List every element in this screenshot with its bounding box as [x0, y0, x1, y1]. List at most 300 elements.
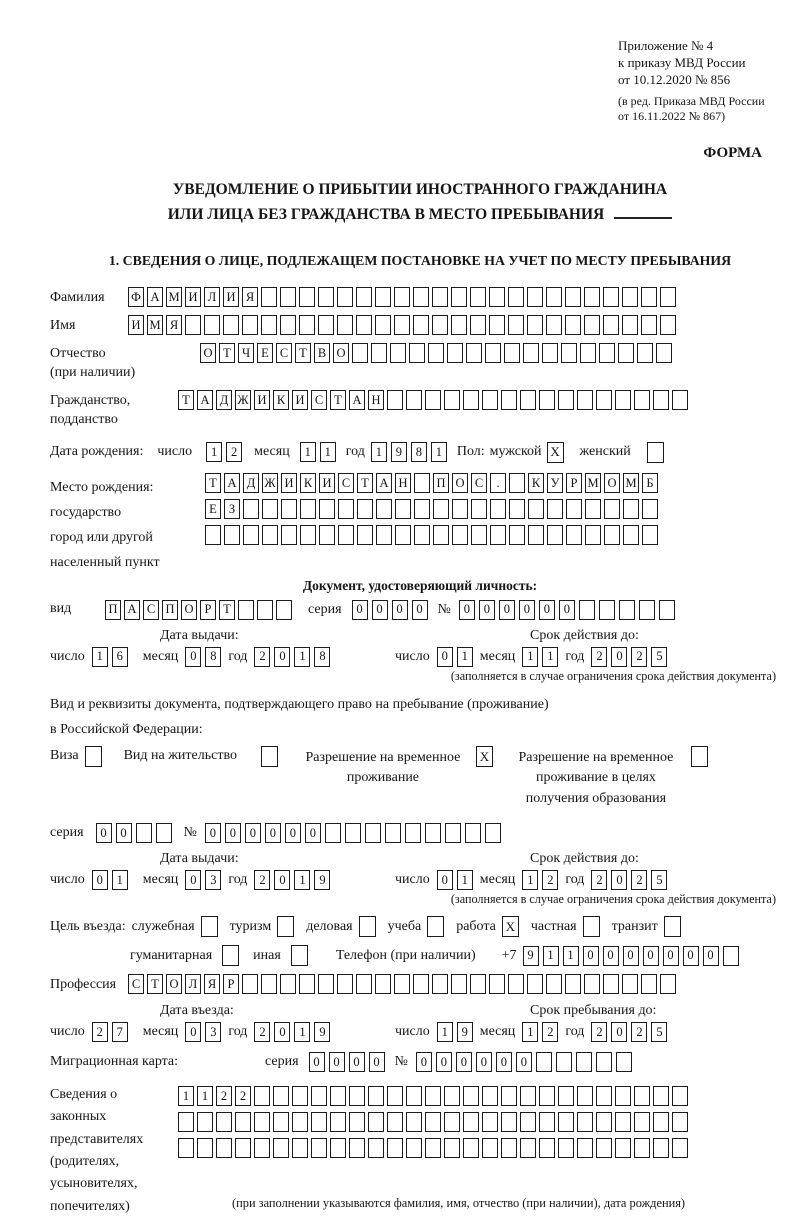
char-cell[interactable]: А: [376, 473, 392, 493]
char-cell[interactable]: 5: [651, 1022, 667, 1042]
char-cell[interactable]: [509, 499, 525, 519]
char-cell[interactable]: В: [314, 343, 330, 363]
char-cell[interactable]: [413, 974, 429, 994]
char-cell[interactable]: 0: [96, 823, 112, 843]
char-cell[interactable]: [406, 390, 422, 410]
char-cell[interactable]: [311, 1138, 327, 1158]
char-cell[interactable]: [395, 499, 411, 519]
char-cell[interactable]: 0: [265, 823, 281, 843]
char-cell[interactable]: [482, 1138, 498, 1158]
char-cell[interactable]: [523, 343, 539, 363]
char-cell[interactable]: [599, 343, 615, 363]
char-cell[interactable]: 2: [591, 1022, 607, 1042]
char-cell[interactable]: [596, 390, 612, 410]
char-cell[interactable]: [375, 974, 391, 994]
char-cell[interactable]: 1: [437, 1022, 453, 1042]
char-cell[interactable]: П: [433, 473, 449, 493]
char-cell[interactable]: [216, 1138, 232, 1158]
char-cell[interactable]: 0: [611, 870, 627, 890]
char-cell[interactable]: [527, 315, 543, 335]
char-cell[interactable]: [542, 343, 558, 363]
char-cell[interactable]: 0: [205, 823, 221, 843]
char-cell[interactable]: Л: [204, 287, 220, 307]
char-cell[interactable]: [579, 600, 595, 620]
char-cell[interactable]: [489, 974, 505, 994]
char-cell[interactable]: 0: [611, 647, 627, 667]
char-cell[interactable]: [444, 1138, 460, 1158]
char-cell[interactable]: [653, 390, 669, 410]
char-cell[interactable]: [216, 1112, 232, 1132]
char-cell[interactable]: [406, 1138, 422, 1158]
char-cell[interactable]: 1: [522, 870, 538, 890]
char-cell[interactable]: [273, 1138, 289, 1158]
char-cell[interactable]: 0: [437, 870, 453, 890]
char-cell[interactable]: [596, 1052, 612, 1072]
char-cell[interactable]: [387, 390, 403, 410]
char-cell[interactable]: [428, 343, 444, 363]
char-cell[interactable]: [432, 287, 448, 307]
residence-permit-checkbox[interactable]: [261, 746, 278, 767]
char-cell[interactable]: [653, 1086, 669, 1106]
char-cell[interactable]: А: [197, 390, 213, 410]
char-cell[interactable]: [539, 390, 555, 410]
char-cell[interactable]: [558, 1138, 574, 1158]
char-cell[interactable]: [433, 499, 449, 519]
char-cell[interactable]: 0: [352, 600, 368, 620]
char-cell[interactable]: Н: [368, 390, 384, 410]
char-cell[interactable]: 5: [651, 647, 667, 667]
char-cell[interactable]: 0: [329, 1052, 345, 1072]
char-cell[interactable]: [262, 499, 278, 519]
char-cell[interactable]: [394, 974, 410, 994]
char-cell[interactable]: 3: [205, 1022, 221, 1042]
char-cell[interactable]: [319, 499, 335, 519]
char-cell[interactable]: [368, 1112, 384, 1132]
char-cell[interactable]: Т: [330, 390, 346, 410]
char-cell[interactable]: [337, 974, 353, 994]
char-cell[interactable]: 2: [235, 1086, 251, 1106]
char-cell[interactable]: [136, 823, 152, 843]
char-cell[interactable]: 1: [431, 442, 447, 462]
char-cell[interactable]: [509, 473, 525, 493]
char-cell[interactable]: Е: [205, 499, 221, 519]
char-cell[interactable]: С: [276, 343, 292, 363]
char-cell[interactable]: [197, 1138, 213, 1158]
char-cell[interactable]: [536, 1052, 552, 1072]
purpose-transit-checkbox[interactable]: [664, 916, 681, 937]
char-cell[interactable]: [604, 499, 620, 519]
char-cell[interactable]: 0: [285, 823, 301, 843]
char-cell[interactable]: 0: [116, 823, 132, 843]
char-cell[interactable]: 1: [522, 647, 538, 667]
char-cell[interactable]: Т: [219, 600, 235, 620]
char-cell[interactable]: [660, 974, 676, 994]
char-cell[interactable]: [623, 499, 639, 519]
char-cell[interactable]: [622, 974, 638, 994]
char-cell[interactable]: [584, 974, 600, 994]
char-cell[interactable]: 0: [683, 946, 699, 966]
char-cell[interactable]: [425, 1112, 441, 1132]
char-cell[interactable]: 0: [583, 946, 599, 966]
char-cell[interactable]: 0: [185, 647, 201, 667]
char-cell[interactable]: 0: [479, 600, 495, 620]
char-cell[interactable]: [414, 499, 430, 519]
char-cell[interactable]: [466, 343, 482, 363]
char-cell[interactable]: [637, 343, 653, 363]
char-cell[interactable]: [596, 1138, 612, 1158]
char-cell[interactable]: [482, 390, 498, 410]
char-cell[interactable]: [330, 1138, 346, 1158]
char-cell[interactable]: [425, 1138, 441, 1158]
char-cell[interactable]: У: [547, 473, 563, 493]
char-cell[interactable]: [368, 1086, 384, 1106]
char-cell[interactable]: [641, 974, 657, 994]
purpose-work-checkbox[interactable]: X: [502, 916, 519, 937]
char-cell[interactable]: 5: [651, 870, 667, 890]
char-cell[interactable]: 0: [437, 647, 453, 667]
char-cell[interactable]: Ч: [238, 343, 254, 363]
char-cell[interactable]: С: [338, 473, 354, 493]
char-cell[interactable]: А: [147, 287, 163, 307]
temp-residence-checkbox[interactable]: X: [476, 746, 493, 767]
char-cell[interactable]: [615, 1112, 631, 1132]
char-cell[interactable]: [292, 1138, 308, 1158]
char-cell[interactable]: [261, 287, 277, 307]
char-cell[interactable]: 1: [371, 442, 387, 462]
char-cell[interactable]: [660, 315, 676, 335]
char-cell[interactable]: К: [273, 390, 289, 410]
char-cell[interactable]: [338, 525, 354, 545]
char-cell[interactable]: 1: [543, 946, 559, 966]
char-cell[interactable]: 0: [412, 600, 428, 620]
char-cell[interactable]: 0: [274, 870, 290, 890]
char-cell[interactable]: 0: [519, 600, 535, 620]
char-cell[interactable]: [490, 525, 506, 545]
char-cell[interactable]: [558, 1112, 574, 1132]
char-cell[interactable]: [299, 287, 315, 307]
char-cell[interactable]: [414, 473, 430, 493]
char-cell[interactable]: А: [349, 390, 365, 410]
char-cell[interactable]: 0: [369, 1052, 385, 1072]
char-cell[interactable]: 3: [205, 870, 221, 890]
char-cell[interactable]: [345, 823, 361, 843]
char-cell[interactable]: 0: [603, 946, 619, 966]
char-cell[interactable]: [300, 499, 316, 519]
char-cell[interactable]: 2: [216, 1086, 232, 1106]
char-cell[interactable]: И: [281, 473, 297, 493]
char-cell[interactable]: [204, 315, 220, 335]
char-cell[interactable]: [387, 1086, 403, 1106]
char-cell[interactable]: [337, 315, 353, 335]
char-cell[interactable]: С: [311, 390, 327, 410]
char-cell[interactable]: [242, 315, 258, 335]
char-cell[interactable]: [406, 1086, 422, 1106]
char-cell[interactable]: 2: [254, 1022, 270, 1042]
char-cell[interactable]: [660, 287, 676, 307]
char-cell[interactable]: [376, 525, 392, 545]
char-cell[interactable]: 1: [112, 870, 128, 890]
char-cell[interactable]: [357, 525, 373, 545]
char-cell[interactable]: [444, 1086, 460, 1106]
char-cell[interactable]: 0: [225, 823, 241, 843]
char-cell[interactable]: 0: [416, 1052, 432, 1072]
char-cell[interactable]: [501, 1086, 517, 1106]
char-cell[interactable]: [325, 823, 341, 843]
char-cell[interactable]: [596, 1086, 612, 1106]
char-cell[interactable]: Н: [395, 473, 411, 493]
char-cell[interactable]: Р: [200, 600, 216, 620]
char-cell[interactable]: 0: [185, 1022, 201, 1042]
char-cell[interactable]: З: [224, 499, 240, 519]
char-cell[interactable]: Т: [295, 343, 311, 363]
char-cell[interactable]: [368, 1138, 384, 1158]
char-cell[interactable]: [451, 974, 467, 994]
char-cell[interactable]: [471, 499, 487, 519]
char-cell[interactable]: С: [143, 600, 159, 620]
char-cell[interactable]: [528, 499, 544, 519]
char-cell[interactable]: 9: [314, 1022, 330, 1042]
char-cell[interactable]: [330, 1112, 346, 1132]
char-cell[interactable]: 0: [274, 647, 290, 667]
char-cell[interactable]: [641, 315, 657, 335]
char-cell[interactable]: Д: [216, 390, 232, 410]
char-cell[interactable]: 9: [457, 1022, 473, 1042]
char-cell[interactable]: 2: [92, 1022, 108, 1042]
char-cell[interactable]: [556, 1052, 572, 1072]
char-cell[interactable]: [156, 823, 172, 843]
char-cell[interactable]: 2: [254, 870, 270, 890]
char-cell[interactable]: [619, 600, 635, 620]
char-cell[interactable]: 0: [459, 600, 475, 620]
char-cell[interactable]: И: [319, 473, 335, 493]
char-cell[interactable]: 0: [245, 823, 261, 843]
char-cell[interactable]: [280, 974, 296, 994]
char-cell[interactable]: [509, 525, 525, 545]
char-cell[interactable]: [566, 499, 582, 519]
visa-checkbox[interactable]: [85, 746, 102, 767]
char-cell[interactable]: 2: [631, 647, 647, 667]
char-cell[interactable]: 0: [703, 946, 719, 966]
char-cell[interactable]: [356, 974, 372, 994]
char-cell[interactable]: Ж: [262, 473, 278, 493]
char-cell[interactable]: [235, 1138, 251, 1158]
char-cell[interactable]: 1: [457, 647, 473, 667]
char-cell[interactable]: [413, 315, 429, 335]
char-cell[interactable]: [504, 343, 520, 363]
char-cell[interactable]: 0: [456, 1052, 472, 1072]
char-cell[interactable]: 2: [254, 647, 270, 667]
char-cell[interactable]: [470, 974, 486, 994]
char-cell[interactable]: 0: [309, 1052, 325, 1072]
char-cell[interactable]: 8: [314, 647, 330, 667]
char-cell[interactable]: [577, 1112, 593, 1132]
char-cell[interactable]: 1: [294, 647, 310, 667]
char-cell[interactable]: [471, 525, 487, 545]
char-cell[interactable]: [425, 390, 441, 410]
char-cell[interactable]: О: [166, 974, 182, 994]
char-cell[interactable]: [243, 525, 259, 545]
char-cell[interactable]: [273, 1112, 289, 1132]
char-cell[interactable]: [599, 600, 615, 620]
char-cell[interactable]: [254, 1086, 270, 1106]
char-cell[interactable]: 2: [542, 1022, 558, 1042]
char-cell[interactable]: [445, 823, 461, 843]
char-cell[interactable]: [566, 525, 582, 545]
char-cell[interactable]: 0: [476, 1052, 492, 1072]
char-cell[interactable]: [365, 823, 381, 843]
char-cell[interactable]: 0: [559, 600, 575, 620]
char-cell[interactable]: [672, 390, 688, 410]
char-cell[interactable]: [485, 343, 501, 363]
char-cell[interactable]: [723, 946, 739, 966]
char-cell[interactable]: 0: [92, 870, 108, 890]
char-cell[interactable]: 0: [349, 1052, 365, 1072]
char-cell[interactable]: [281, 499, 297, 519]
char-cell[interactable]: И: [223, 287, 239, 307]
temp-residence-education-checkbox[interactable]: [691, 746, 708, 767]
char-cell[interactable]: [623, 525, 639, 545]
char-cell[interactable]: 0: [516, 1052, 532, 1072]
char-cell[interactable]: [501, 1112, 517, 1132]
char-cell[interactable]: [641, 287, 657, 307]
purpose-study-checkbox[interactable]: [427, 916, 444, 937]
char-cell[interactable]: [197, 1112, 213, 1132]
char-cell[interactable]: [280, 315, 296, 335]
char-cell[interactable]: 1: [320, 442, 336, 462]
char-cell[interactable]: 0: [274, 1022, 290, 1042]
char-cell[interactable]: 2: [542, 870, 558, 890]
char-cell[interactable]: [565, 315, 581, 335]
char-cell[interactable]: [520, 1112, 536, 1132]
char-cell[interactable]: [489, 287, 505, 307]
char-cell[interactable]: [463, 390, 479, 410]
char-cell[interactable]: [235, 1112, 251, 1132]
char-cell[interactable]: [508, 315, 524, 335]
char-cell[interactable]: О: [452, 473, 468, 493]
purpose-official-checkbox[interactable]: [201, 916, 218, 937]
char-cell[interactable]: [261, 974, 277, 994]
char-cell[interactable]: Ж: [235, 390, 251, 410]
char-cell[interactable]: [520, 1138, 536, 1158]
char-cell[interactable]: [565, 974, 581, 994]
char-cell[interactable]: [319, 525, 335, 545]
char-cell[interactable]: О: [604, 473, 620, 493]
char-cell[interactable]: О: [200, 343, 216, 363]
char-cell[interactable]: [433, 525, 449, 545]
char-cell[interactable]: [254, 1138, 270, 1158]
char-cell[interactable]: Т: [357, 473, 373, 493]
char-cell[interactable]: 9: [314, 870, 330, 890]
char-cell[interactable]: 0: [611, 1022, 627, 1042]
char-cell[interactable]: [318, 287, 334, 307]
purpose-private-checkbox[interactable]: [583, 916, 600, 937]
char-cell[interactable]: [352, 343, 368, 363]
char-cell[interactable]: С: [471, 473, 487, 493]
char-cell[interactable]: 0: [305, 823, 321, 843]
char-cell[interactable]: [642, 525, 658, 545]
char-cell[interactable]: Р: [223, 974, 239, 994]
char-cell[interactable]: [385, 823, 401, 843]
char-cell[interactable]: 9: [391, 442, 407, 462]
char-cell[interactable]: [672, 1086, 688, 1106]
char-cell[interactable]: [425, 823, 441, 843]
char-cell[interactable]: [604, 525, 620, 545]
char-cell[interactable]: .: [490, 473, 506, 493]
char-cell[interactable]: 0: [372, 600, 388, 620]
sex-male-checkbox[interactable]: X: [547, 442, 564, 463]
char-cell[interactable]: 2: [631, 870, 647, 890]
char-cell[interactable]: [463, 1138, 479, 1158]
char-cell[interactable]: [394, 287, 410, 307]
char-cell[interactable]: 1: [522, 1022, 538, 1042]
char-cell[interactable]: 0: [436, 1052, 452, 1072]
char-cell[interactable]: Я: [242, 287, 258, 307]
char-cell[interactable]: 1: [178, 1086, 194, 1106]
char-cell[interactable]: [224, 525, 240, 545]
char-cell[interactable]: 8: [205, 647, 221, 667]
char-cell[interactable]: [634, 390, 650, 410]
char-cell[interactable]: [463, 1086, 479, 1106]
char-cell[interactable]: [405, 823, 421, 843]
char-cell[interactable]: [300, 525, 316, 545]
char-cell[interactable]: И: [292, 390, 308, 410]
char-cell[interactable]: [482, 1112, 498, 1132]
char-cell[interactable]: [376, 499, 392, 519]
char-cell[interactable]: [292, 1086, 308, 1106]
char-cell[interactable]: П: [105, 600, 121, 620]
char-cell[interactable]: [432, 974, 448, 994]
char-cell[interactable]: [432, 315, 448, 335]
char-cell[interactable]: [558, 390, 574, 410]
char-cell[interactable]: [482, 1086, 498, 1106]
char-cell[interactable]: [452, 499, 468, 519]
char-cell[interactable]: [490, 499, 506, 519]
char-cell[interactable]: 1: [197, 1086, 213, 1106]
char-cell[interactable]: [311, 1112, 327, 1132]
char-cell[interactable]: 0: [623, 946, 639, 966]
char-cell[interactable]: [546, 315, 562, 335]
char-cell[interactable]: [565, 287, 581, 307]
char-cell[interactable]: [318, 315, 334, 335]
char-cell[interactable]: [653, 1138, 669, 1158]
char-cell[interactable]: [577, 1138, 593, 1158]
char-cell[interactable]: [584, 287, 600, 307]
char-cell[interactable]: [311, 1086, 327, 1106]
char-cell[interactable]: [299, 315, 315, 335]
char-cell[interactable]: [615, 1138, 631, 1158]
char-cell[interactable]: [273, 1086, 289, 1106]
char-cell[interactable]: О: [181, 600, 197, 620]
char-cell[interactable]: [584, 315, 600, 335]
char-cell[interactable]: [349, 1086, 365, 1106]
char-cell[interactable]: [451, 287, 467, 307]
char-cell[interactable]: М: [166, 287, 182, 307]
char-cell[interactable]: [659, 600, 675, 620]
char-cell[interactable]: [413, 287, 429, 307]
char-cell[interactable]: [585, 525, 601, 545]
char-cell[interactable]: [642, 499, 658, 519]
char-cell[interactable]: Я: [204, 974, 220, 994]
char-cell[interactable]: [622, 287, 638, 307]
char-cell[interactable]: 1: [300, 442, 316, 462]
char-cell[interactable]: [577, 1086, 593, 1106]
char-cell[interactable]: [465, 823, 481, 843]
char-cell[interactable]: С: [128, 974, 144, 994]
char-cell[interactable]: Т: [178, 390, 194, 410]
char-cell[interactable]: [603, 315, 619, 335]
char-cell[interactable]: 9: [523, 946, 539, 966]
char-cell[interactable]: [672, 1112, 688, 1132]
